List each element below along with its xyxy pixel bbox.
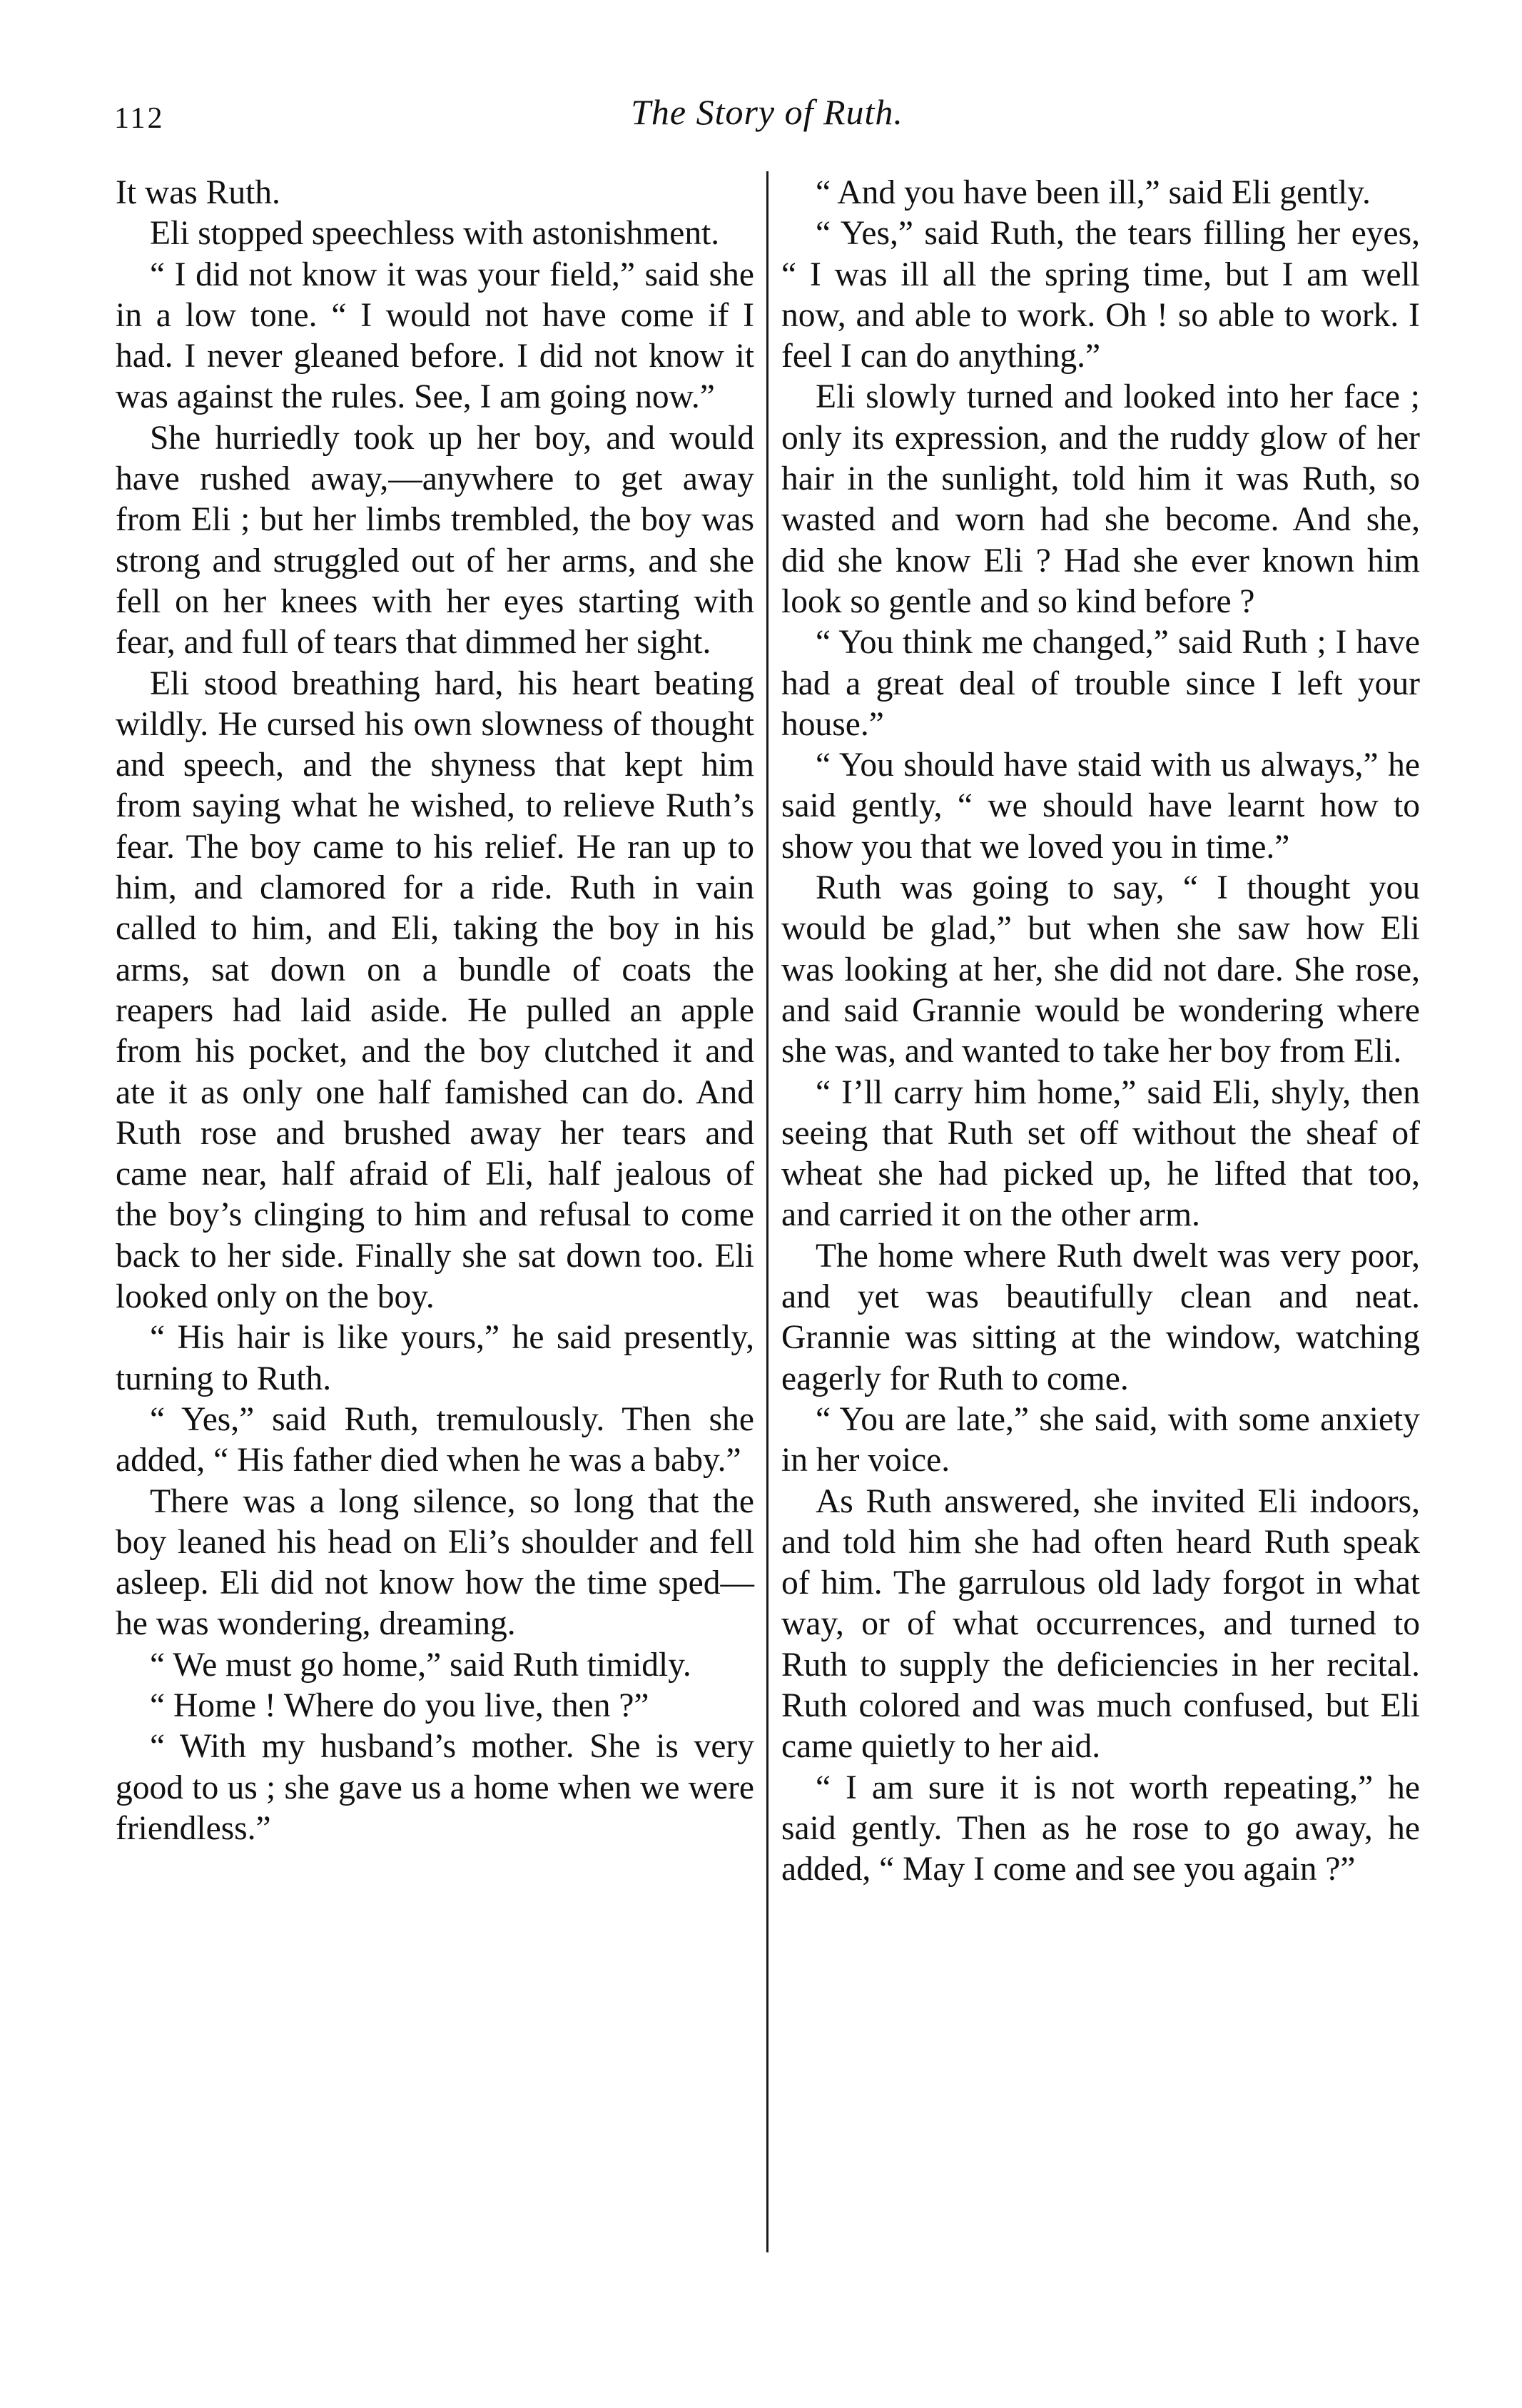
- paragraph: “ His hair is like yours,” he said presently, turning to Ruth.: [116, 1319, 754, 1397]
- paragraph: “ Yes,” said Ruth, tremulously. Then she added, “ His father died when he was a baby.”: [116, 1400, 754, 1479]
- left-column: [116, 173, 754, 1849]
- running-title: The Story of Ruth.: [631, 92, 903, 132]
- page-number: 112: [114, 102, 165, 135]
- paragraph: Eli stood breathing hard, his heart beating wildly. He cursed his own slowness of thought and speech, and the shyness that kept him from saying what he wished, to relieve Ruth’s fear. The boy came to his relief. He ran up to him, and clamored for a ride. Ruth in vain called to him, and Eli, taking the boy in his arms, sat down on a bundle of coats the reapers had laid aside. He pulled an apple from his pocket, and the boy clutched it and ate it as only one half famished can do. And Ruth rose and brushed away her tears and came near, half afraid of Eli, half jealous of the boy’s clinging to him and refusal to come back to her side. Finally she sat down too. Eli looked only on the boy.: [116, 664, 754, 1316]
- column-divider: [766, 171, 768, 2252]
- paragraph: “ And you have been ill,” said Eli gently.: [816, 174, 1371, 211]
- paragraph: “ You are late,” she said, with some anxiety in her voice.: [781, 1400, 1420, 1479]
- paragraph: “ With my husband’s mother. She is very good to us ; she gave us a home when we were friendless.”: [116, 1728, 754, 1847]
- paragraph: Eli slowly turned and looked into her face ; only its expression, and the ruddy glow of her hair in the sunlight, told him it was Ruth, so wasted and worn had she become. And she, did she know Eli ? Had she ever known him look so gentle and so kind before ?: [781, 378, 1420, 620]
- paragraph: Ruth was going to say, “ I thought you would be glad,” but when she saw how Eli was looking at her, she did not dare. She rose, and said Grannie would be wondering where she was, and wanted to take her boy from Eli.: [781, 869, 1420, 1071]
- paragraph: “ I did not know it was your field,” said she in a low tone. “ I would not have come if I had. I never gleaned before. I did not know it was against the rules. See, I am going now.”: [116, 256, 754, 416]
- right-column: [781, 173, 1420, 1890]
- paragraph: It was Ruth.: [116, 174, 280, 211]
- paragraph: The home where Ruth dwelt was very poor, and yet was beautifully clean and neat. Grannie was sitting at the window, watching eagerly for Ruth to come.: [781, 1237, 1420, 1397]
- paragraph: “ You should have staid with us always,” he said gently, “ we should have learnt how to show you that we loved you in time.”: [781, 747, 1420, 866]
- paragraph: “ Yes,” said Ruth, the tears filling her eyes, “ I was ill all the spring time, but I am well now, and able to work. Oh ! so able to work. I feel I can do anything.”: [781, 215, 1420, 375]
- paragraph: She hurriedly took up her boy, and would have rushed away,—anywhere to get away from Eli ; but her limbs trembled, the boy was strong and struggled out of her arms, and she fell on her knees with her eyes starting with fear, and full of tears that dimmed her sight.: [116, 419, 754, 662]
- paragraph: “ I am sure it is not worth repeating,” he said gently. Then as he rose to go away, he added, “ May I come and see you again ?”: [781, 1769, 1420, 1888]
- paragraph: Eli stopped speechless with astonishment.: [150, 215, 720, 253]
- paragraph: “ I’ll carry him home,” said Eli, shyly, then seeing that Ruth set off without the sheaf of wheat she had picked up, he lifted that too, and carried it on the other arm.: [781, 1073, 1420, 1234]
- page-header: [114, 91, 1420, 148]
- paragraph: As Ruth answered, she invited Eli indoors, and told him she had often heard Ruth speak of him. The garrulous old lady forgot in what way, or of what occurrences, and turned to Ruth to supply the deficiencies in her recital. Ruth colored and was much confused, but Eli came quietly to her aid.: [781, 1482, 1420, 1766]
- paragraph: “ Home ! Where do you live, then ?”: [150, 1686, 649, 1724]
- paragraph: “ We must go home,” said Ruth timidly.: [150, 1646, 691, 1684]
- paragraph: There was a long silence, so long that the boy leaned his head on Eli’s shoulder and fell asleep. Eli did not know how the time sped—he was wondering, dreaming.: [116, 1482, 754, 1643]
- paragraph: “ You think me changed,” said Ruth ; I have had a great deal of trouble since I left your house.”: [781, 624, 1420, 743]
